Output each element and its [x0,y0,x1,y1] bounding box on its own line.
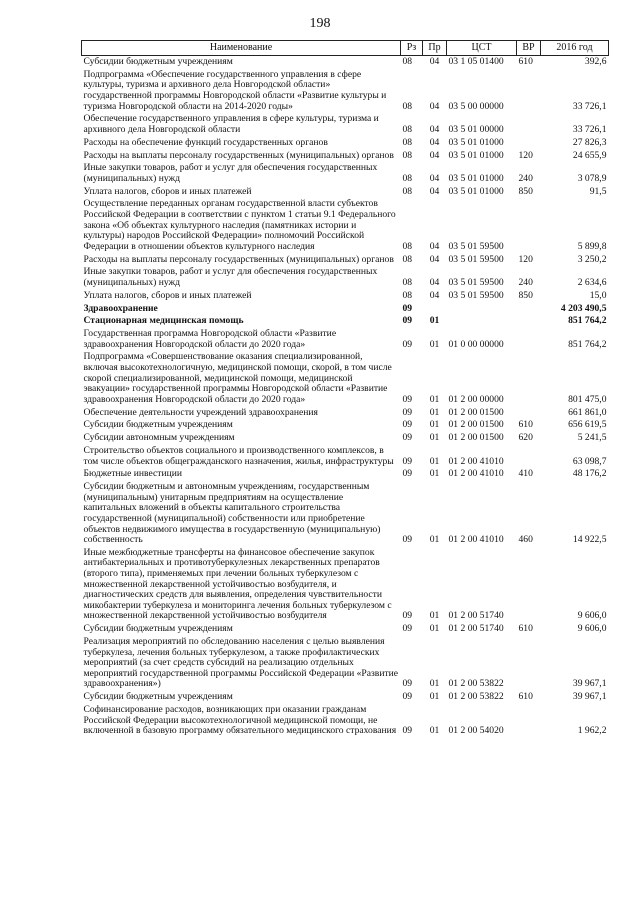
table-row [82,70,609,115]
table-header [82,41,609,56]
cell-vr: 850 [518,185,533,197]
table-row [82,482,609,548]
cell-pr: 01 [429,432,440,444]
cell-amount: 33 726,1 [572,100,607,112]
cell-amount: 39 967,1 [572,691,607,703]
cell-vr [517,352,541,407]
cell-name: Субсидии бюджетным учреждениям [83,419,233,431]
cell-rz: 09 [402,338,413,350]
cell-pr: 04 [429,100,440,112]
cell-pr: 04 [429,240,440,252]
cell-vr: 610 [518,56,533,67]
header-cst: ЦСТ [447,41,517,56]
table-row [82,291,609,304]
cell-pr: 01 [429,610,440,622]
cell-name: Государственная программа Новгородской области «Развитие здравоохранения Новгородской области до 2020 года» [83,328,337,350]
cell-amount: 27 826,3 [572,136,607,148]
cell-name: Иные закупки товаров, работ и услуг для обеспечения государственных (муниципальных) нужд [83,162,378,184]
cell-name: Уплата налогов, сборов и иных платежей [83,185,252,197]
cell-pr: 01 [429,406,440,418]
header-year: 2016 год [541,41,609,56]
cell-vr: 120 [518,149,533,161]
cell-amount: 3 078,9 [577,172,607,184]
cell-amount: 1 962,2 [577,725,607,737]
cell-pr: 01 [429,455,440,467]
cell-rz: 09 [402,468,413,480]
cell-rz: 08 [402,253,413,265]
table-row [82,114,609,137]
header-name: Наименование [82,41,401,56]
cell-rz: 08 [402,100,413,112]
cell-rz: 08 [402,240,413,252]
cell-vr: 610 [518,419,533,431]
cell-cst: 01 2 00 41010 [448,534,504,546]
cell-cst: 03 5 00 00000 [448,100,504,112]
cell-name: Субсидии бюджетным и автономным учреждениям, государственным (муниципальным) унитарным предприятиям на осуществление капитальных вложений в объекты капитального строительства государственной (муниципальной) собственности или приобретение объектов недвижимого имущества в государственную (муниципальную) собственность [83,481,381,546]
cell-vr: 610 [518,623,533,635]
table-row [82,548,609,624]
cell-name: Уплата налогов, сборов и иных платежей [83,289,252,301]
cell-amount: 851 764,2 [568,338,607,350]
cell-rz: 09 [402,315,413,327]
cell-amount: 4 203 490,5 [560,302,607,314]
cell-cst: 01 2 00 00000 [448,393,504,405]
cell-amount: 33 726,1 [572,123,607,135]
cell-name: Субсидии автономным учреждениям [83,432,235,444]
cell-rz: 08 [402,289,413,301]
cell-amount: 392,6 [584,56,607,67]
cell-rz: 08 [402,136,413,148]
cell-cst [447,304,517,317]
cell-rz: 09 [402,610,413,622]
cell-amount: 48 176,2 [572,468,607,480]
cell-rz: 08 [402,276,413,288]
cell-pr: 01 [429,393,440,405]
cell-name: Иные закупки товаров, работ и услуг для обеспечения государственных (муниципальных) нужд [83,266,378,288]
table-row [82,329,609,352]
cell-name: Реализация мероприятий по обследованию населения с целью выявления туберкулеза, лечения больных туберкулезом, а также профилактических мероприятий (за счет средств субсидий на реализацию отдельных мероприятий государственной программы Российской Федерации «Развитие здравоохранения») [83,636,399,690]
cell-cst: 03 1 05 01400 [448,56,504,67]
cell-vr [517,304,541,317]
cell-pr: 04 [429,172,440,184]
cell-name: Субсидии бюджетным учреждениям [83,691,233,703]
cell-cst: 01 2 00 01500 [448,419,504,431]
cell-pr: 04 [429,289,440,301]
cell-cst: 03 5 01 59500 [448,276,504,288]
cell-name: Бюджетные инвестиции [83,468,182,480]
cell-vr [517,329,541,352]
cell-rz: 09 [402,432,413,444]
cell-amount: 5 241,5 [577,432,607,444]
budget-table [81,40,609,739]
cell-vr [517,114,541,137]
cell-pr: 04 [429,276,440,288]
table-row [82,352,609,407]
cell-vr [517,70,541,115]
cell-pr: 04 [429,185,440,197]
cell-name: Субсидии бюджетным учреждениям [83,56,233,67]
cell-name: Софинансирование расходов, возникающих при оказании гражданам Российской Федерации высокотехнологичной медицинской помощи, не включенной в базовую программу обязательного медицинского страхования [83,703,397,737]
cell-cst: 01 2 00 54020 [448,725,504,737]
cell-pr: 01 [429,315,440,327]
cell-vr [517,548,541,624]
cell-cst: 03 5 01 00000 [448,123,504,135]
cell-vr: 240 [518,276,533,288]
cell-name: Расходы на обеспечение функций государственных органов [83,136,328,148]
cell-cst: 01 2 00 53822 [448,691,504,703]
cell-cst: 01 0 00 00000 [448,338,504,350]
cell-amount: 2 634,6 [577,276,607,288]
cell-amount: 63 098,7 [572,455,607,467]
cell-amount: 15,0 [589,289,607,301]
cell-amount: 851 764,2 [568,315,607,327]
cell-cst: 01 2 00 41010 [448,468,504,480]
page-number: 198 [309,16,331,31]
cell-cst: 01 2 00 53822 [448,678,504,690]
cell-cst: 03 5 01 01000 [448,149,504,161]
header-rz: Рз [401,41,423,56]
cell-vr [517,199,541,254]
cell-pr: 04 [429,136,440,148]
cell-pr: 01 [429,338,440,350]
cell-amount: 24 655,9 [572,149,607,161]
cell-rz: 09 [402,455,413,467]
cell-rz: 09 [402,678,413,690]
cell-vr [517,138,541,151]
cell-rz: 09 [402,691,413,703]
cell-amount: 3 250,2 [577,253,607,265]
cell-rz: 08 [402,172,413,184]
cell-name: Расходы на выплаты персоналу государственных (муниципальных) органов [83,253,394,265]
cell-name: Иные межбюджетные трансферты на финансовое обеспечение закупок антибактериальных и противотуберкулезных лекарственных препаратов (второго типа), применяемых при лечении больных туберкулезом с множественной лекарственной устойчивостью возбудителя, и диагностических средств для выявления, определения чувствительности микобактерии туберкулеза и мониторинга лечения больных туберкулезом с множественной лекарственной устойчивостью возбудителя [83,546,392,622]
table-row [82,267,609,290]
cell-name: Строительство объектов социального и производственного комплексов, в том числе объектов общегражданского назначения, жилья, инфраструктуры [83,444,394,467]
cell-vr: 410 [518,468,533,480]
cell-name: Здравоохранение [83,302,158,314]
cell-amount: 91,5 [589,185,607,197]
cell-rz: 09 [402,419,413,431]
cell-amount: 9 606,0 [577,610,607,622]
table-row [82,56,609,70]
cell-name: Обеспечение деятельности учреждений здравоохранения [83,406,318,418]
cell-amount: 656 619,5 [568,419,607,431]
cell-vr [517,316,541,329]
cell-pr: 01 [429,419,440,431]
cell-amount: 9 606,0 [577,623,607,635]
cell-name: Осуществление переданных органам государственной власти субъектов Российской Федерации в соответствии с пунктом 1 статьи 9.1 Федерального закона «Об объектах культурного наследия (памятниках истории и культуры) народов Российской Федерации» полномочий Российской Федерации в отношении объектов культурного наследия [83,198,396,252]
cell-rz: 08 [402,149,413,161]
cell-name: Обеспечение государственного управления в сфере культуры, туризма и архивного дела Новгородской области [83,113,379,135]
cell-pr: 01 [429,623,440,635]
cell-vr: 850 [518,289,533,301]
cell-cst: 03 5 01 59500 [448,240,504,252]
cell-cst: 01 2 00 51740 [448,610,504,622]
cell-rz: 08 [402,123,413,135]
cell-name: Стационарная медицинская помощь [83,315,244,327]
cell-cst: 01 2 00 01500 [448,406,504,418]
table-row [82,637,609,692]
cell-name: Подпрограмма «Совершенствование оказания специализированной, включая высокотехнологичную, медицинской помощи, скорой, в том числе скорой специализированной, медицинской помощи, медицинской эвакуации» государственной программы Новгородской области «Развитие здравоохранения Новгородской области до 2020 года» [83,351,392,405]
cell-name: Подпрограмма «Обеспечение государственного управления в сфере культуры, туризма и архивного дела Новгородской области» государственной программы Новгородской области «Развитие культуры и туризма Новгородской области на 2014-2020 годы» [83,68,387,112]
cell-vr [517,705,541,739]
cell-cst: 01 2 00 01500 [448,432,504,444]
cell-cst: 01 2 00 51740 [448,623,504,635]
cell-amount: 5 899,8 [577,240,607,252]
cell-vr: 240 [518,172,533,184]
cell-cst: 01 2 00 41010 [448,455,504,467]
cell-pr: 01 [429,468,440,480]
cell-pr: 01 [429,678,440,690]
cell-amount: 661 861,0 [568,406,607,418]
table-row [82,163,609,186]
cell-amount: 14 922,5 [572,534,607,546]
cell-vr: 120 [518,253,533,265]
header-pr: Пр [423,41,447,56]
cell-vr: 620 [518,432,533,444]
cell-amount: 39 967,1 [572,678,607,690]
cell-cst: 03 5 01 01000 [448,136,504,148]
cell-cst: 03 5 01 01000 [448,185,504,197]
cell-cst: 03 5 01 59500 [448,253,504,265]
cell-vr: 610 [518,691,533,703]
cell-rz: 09 [402,623,413,635]
cell-name: Субсидии бюджетным учреждениям [83,623,233,635]
cell-vr [517,446,541,469]
cell-amount: 801 475,0 [568,393,607,405]
cell-pr: 01 [429,691,440,703]
table-row [82,705,609,739]
cell-rz: 08 [402,56,413,67]
cell-pr: 04 [429,123,440,135]
table-body [82,56,609,739]
cell-cst: 03 5 01 59500 [448,289,504,301]
cell-rz: 09 [402,725,413,737]
table-row [82,138,609,151]
table-row [82,199,609,254]
cell-pr: 01 [429,534,440,546]
cell-vr [517,637,541,692]
cell-pr: 04 [429,253,440,265]
cell-cst: 03 5 01 01000 [448,172,504,184]
cell-rz: 09 [402,302,413,314]
cell-rz: 08 [402,185,413,197]
cell-rz: 09 [402,406,413,418]
cell-cst [447,316,517,329]
cell-pr: 04 [429,149,440,161]
table-row [82,446,609,469]
cell-pr: 01 [429,725,440,737]
cell-rz: 09 [402,534,413,546]
cell-vr: 460 [518,534,533,546]
cell-name: Расходы на выплаты персоналу государственных (муниципальных) органов [83,149,394,161]
cell-pr: 04 [429,56,440,67]
cell-rz: 09 [402,393,413,405]
header-vr: ВР [517,41,541,56]
